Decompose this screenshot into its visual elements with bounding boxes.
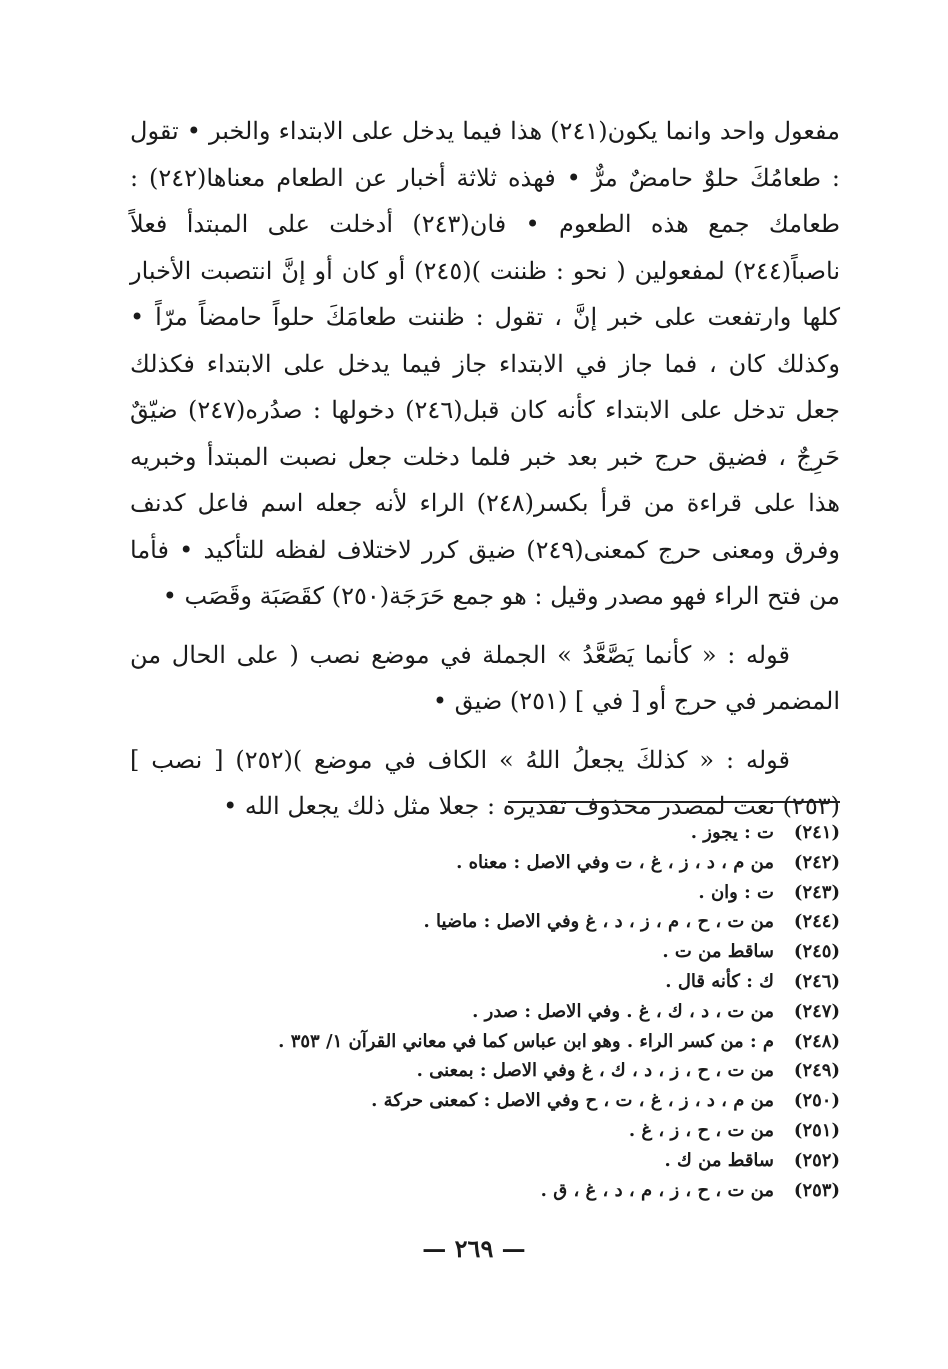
footnote-number: (٢٥٢) <box>793 1149 840 1171</box>
footnote-number: (٢٤٦) <box>793 970 840 992</box>
footnote-separator <box>508 801 840 803</box>
footnote-number: (٢٤٨) <box>793 1030 840 1052</box>
footnote-item <box>130 1056 840 1086</box>
footnote-text: من م ، د ، ز ، غ ، ت ، ح وفي الاصل : كمعنى حركة . <box>371 1090 774 1112</box>
footnote-number: (٢٤٧) <box>793 1000 840 1022</box>
footnote-text: من ت ، ح ، ز ، د ، ك ، غ وفي الاصل : بمعنى . <box>416 1060 774 1082</box>
footnote-number: (٢٤٢) <box>793 851 840 873</box>
footnote-item <box>130 907 840 937</box>
footnote-text: من م ، د ، ز ، غ ، ت وفي الاصل : معناه . <box>456 851 774 873</box>
footnote-number: (٢٥٠) <box>793 1090 840 1112</box>
footnote-item <box>130 818 840 848</box>
footnote-text: م : من كسر الراء . وهو ابن عباس كما في معاني القرآن ١/ ٣٥٣ . <box>278 1030 774 1052</box>
footnote-item <box>130 997 840 1027</box>
paragraph-2: قوله : « كأنما يَصَّعَّدُ » الجملة في موضع نصب ( على الحال من المضمر في حرج أو [ في ] (٢٥١) ضيق • <box>130 640 840 715</box>
page-number: — ٢٦٩ — <box>422 1234 526 1263</box>
footnote-item <box>130 1027 840 1057</box>
footnote-item <box>130 1146 840 1176</box>
footnote-item <box>130 967 840 997</box>
footnote-number: (٢٤٩) <box>793 1060 840 1082</box>
footnote-text: من ت ، ح ، ز ، غ . <box>628 1119 774 1141</box>
footnote-text: ت : وان . <box>698 881 774 903</box>
footnote-text: ك : كأنه قال . <box>665 970 774 992</box>
footnote-item <box>130 848 840 878</box>
footnote-number: (٢٤٤) <box>793 911 840 933</box>
footnote-item <box>130 1086 840 1116</box>
footnote-number: (٢٤١) <box>793 822 840 843</box>
footnote-text: ساقط من ك . <box>664 1149 774 1171</box>
footnote-item <box>130 1176 840 1206</box>
footnote-text: من ت ، د ، ك ، غ . وفي الاصل : صدر . <box>472 1000 774 1022</box>
footnote-item <box>130 878 840 908</box>
main-text-block <box>130 108 840 830</box>
footnote-text: ساقط من ت . <box>662 941 774 963</box>
footnotes-list <box>130 818 840 1205</box>
footnote-number: (٢٥٣) <box>793 1179 840 1201</box>
footnote-item <box>130 1116 840 1146</box>
footnote-text: من ت ، ح ، م ، ز ، د ، غ وفي الاصل : ماضيا . <box>423 911 774 933</box>
footnote-text: ت : يجوز . <box>690 822 774 843</box>
footnote-number: (٢٥١) <box>793 1119 840 1141</box>
footnote-item <box>130 937 840 967</box>
footnote-number: (٢٤٥) <box>793 941 840 963</box>
footnote-number: (٢٤٣) <box>793 881 840 903</box>
paragraph-1: مفعول واحد وانما يكون(٢٤١) هذا فيما يدخل على الابتداء والخبر • تقول : طعامُكَ حلوٌ حامضٌ مرٌّ • فهذه ثلاثة أخبار عن الطعام معناها(٢٤٢) : طعامك جمع هذه الطعوم • فان(٢٤٣) أدخلت على المبتدأ فعلاً ناصباً(٢٤٤) لمفعولين ( نحو : ظننت )(٢٤٥) أو كان أو إنَّ انتصبت الأخبار كلها وارتفعت على خبر إنَّ ، تقول : ظننت طعامَكَ حلواً حامضاً مرّاً • وكذلك كان ، فما جاز في الابتداء جاز فيما يدخل على الابتداء فكذلك جعل تدخل على الابتداء كأنه كان قبل(٢٤٦) دخولها : صدُره(٢٤٧) ضيّقٌ حَرِجٌ ، فضيق حرج خبر بعد خبر فلما دخلت جعل نصبت المبتدأ وخبريه هذا على قراءة من قرأ بكسر(٢٤٨) الراء لأنه جعله اسم فاعل كدنف وفرق ومعنى حرج كمعنى(٢٤٩) ضيق كرر لاختلاف لفظه للتأكيد • فأما من فتح الراء فهو مصدر وقيل : هو جمع حَرَجَة(٢٥٠) كقَصَبَة وقَصَب • <box>130 117 840 610</box>
footnote-text: من ت ، ح ، ز ، م ، د ، غ ، ق . <box>540 1179 774 1201</box>
paragraph-3: قوله : « كذلكَ يجعلُ اللهُ » الكاف في موضع )(٢٥٢) [ نصب ](٢٥٣) نعت لمصدر محذوف تقديره : جعلا مثل ذلك يجعل الله • <box>130 745 840 820</box>
